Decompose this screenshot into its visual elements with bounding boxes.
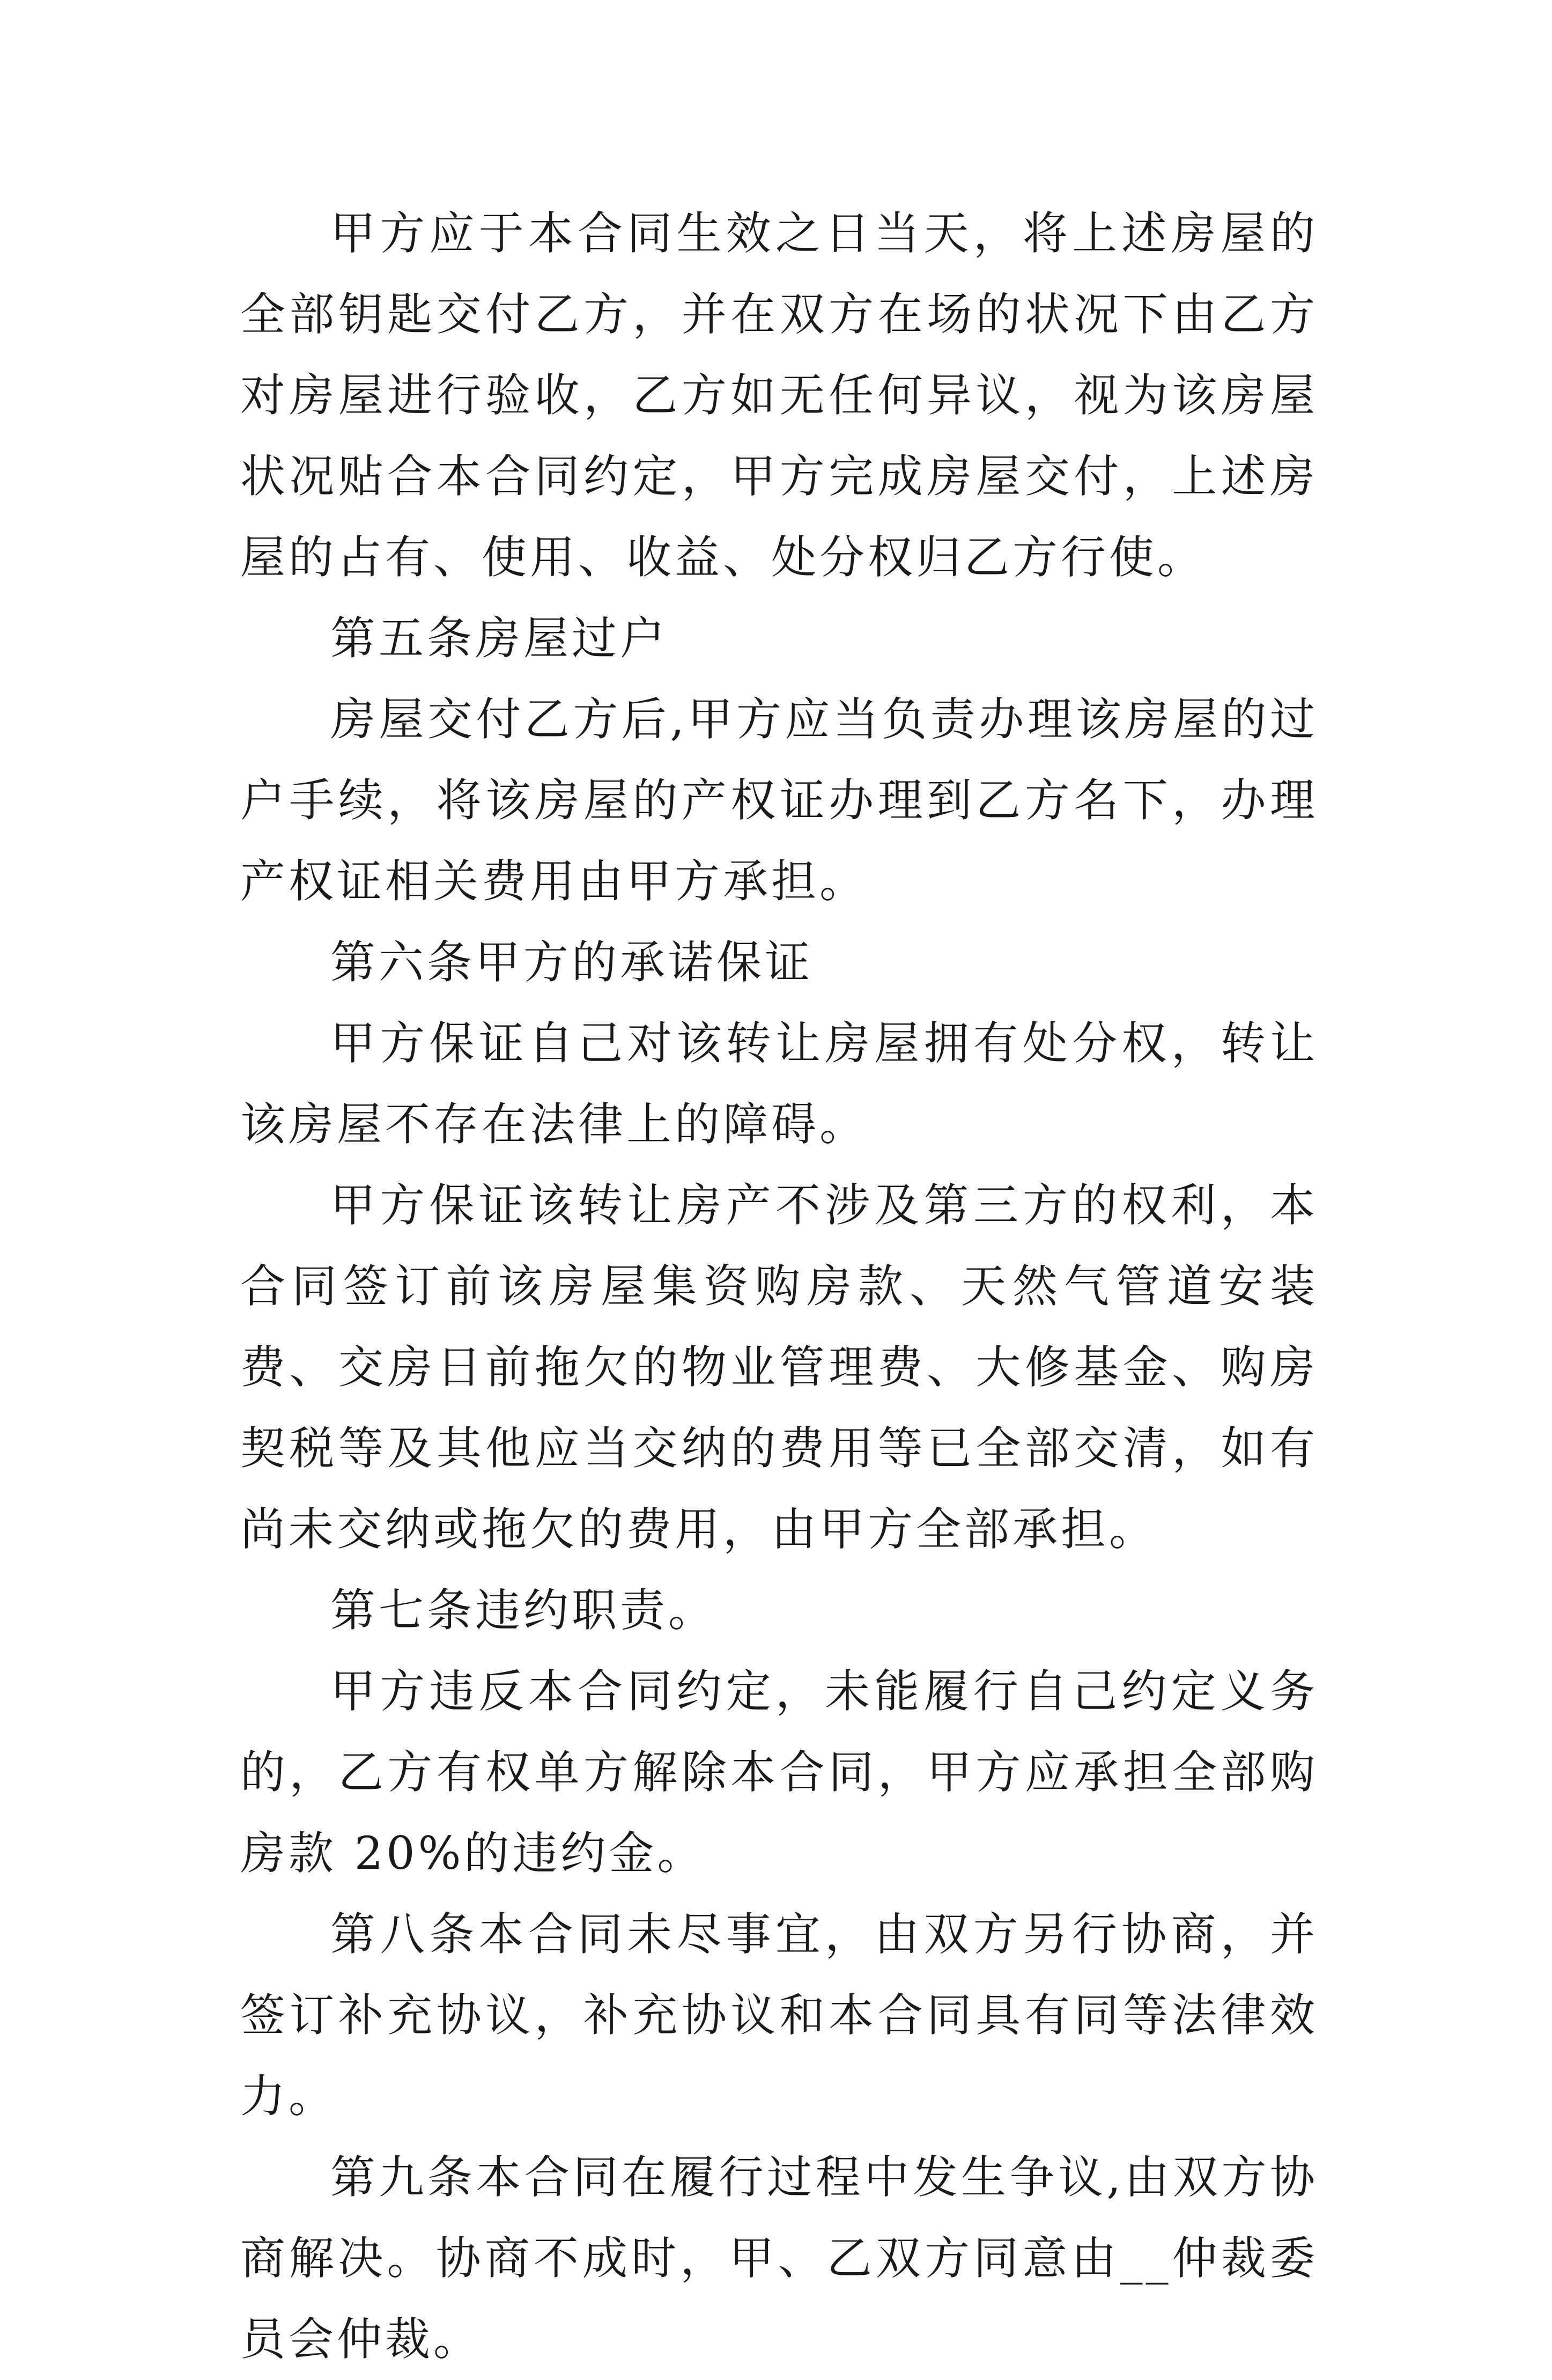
paragraph-breach: 甲方违反本合同约定，未能履行自己约定义务的，乙方有权单方解除本合同，甲方应承担全部购房款 20%的违约金。 — [240, 1665, 1318, 1880]
paragraph-guarantee-2: 甲方保证该转让房产不涉及第三方的权利，本合同签订前该房屋集资购房款、天然气管道安装费、交房日前拖欠的物业管理费、大修基金、购房契税等及其他应当交纳的费用等已全部交清，如有尚未交纳或拖欠的费用，由甲方全部承担。 — [240, 1179, 1318, 1556]
paragraph-article-8: 第八条本合同未尽事宜，由双方另行协商，并签订补充协议，补充协议和本合同具有同等法律效力。 — [240, 1908, 1318, 2123]
paragraph-guarantee-1: 甲方保证自己对该转让房屋拥有处分权，转让该房屋不存在法律上的障碍。 — [240, 1017, 1318, 1151]
contract-body — [240, 193, 1318, 2380]
heading-article-6: 第六条甲方的承诺保证 — [330, 936, 814, 989]
paragraph-article-9: 第九条本合同在履行过程中发生争议,由双方协商解决。协商不成时，甲、乙双方同意由__仲裁委员会仲裁。 — [240, 2151, 1318, 2366]
heading-article-5: 第五条房屋过户 — [330, 612, 669, 665]
paragraph-handover: 甲方应于本合同生效之日当天，将上述房屋的全部钥匙交付乙方，并在双方在场的状况下由乙方对房屋进行验收，乙方如无任何异议，视为该房屋状况贴合本合同约定，甲方完成房屋交付，上述房屋的占有、使用、收益、处分权归乙方行使。 — [240, 207, 1318, 584]
paragraph-transfer: 房屋交付乙方后,甲方应当负责办理该房屋的过户手续，将该房屋的产权证办理到乙方名下，办理产权证相关费用由甲方承担。 — [240, 693, 1318, 908]
heading-article-7: 第七条违约职责。 — [330, 1584, 717, 1637]
